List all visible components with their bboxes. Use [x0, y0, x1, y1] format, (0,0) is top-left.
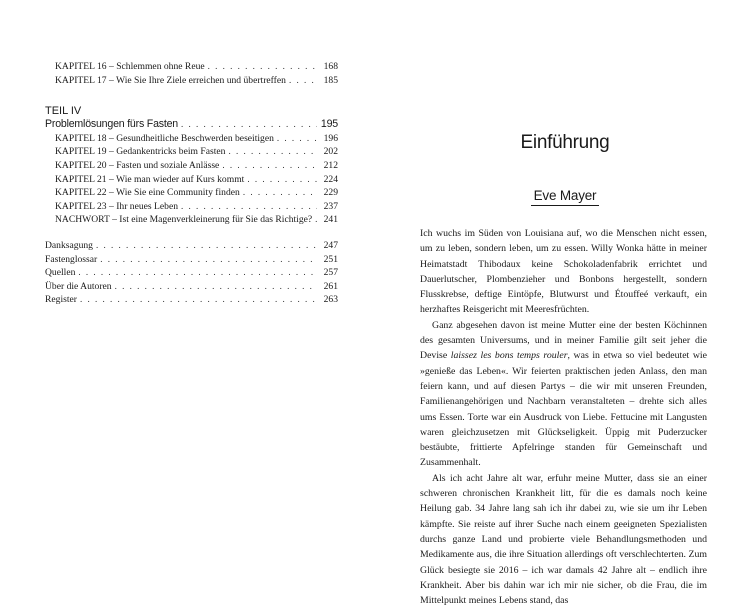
- toc-entry-label: Fastenglossar: [45, 253, 98, 265]
- toc-entry-page: 257: [323, 267, 338, 279]
- body-paragraph: [420, 226, 707, 318]
- paragraph-text: Als ich acht Jahre alt war, erfuhr meine Mutter, dass sie an einer schweren chronischen Krankheit litt, für die es damals noch keine Heilung gab. 34 Jahre lang sah ich ihr dabei zu, wie sie um ihr Leben kämpfte. Sie reiste auf ihrer Suche nach einem geeigneten Spezialisten durchs ganze Land und probierte viele Behandlungsmethoden und Medikamente aus, die ihre Situation allerdings oft verschlechterten. Zum Glück besiegte sie 2016 – ich war damals 42 Jahre alt – endlich ihre Krankheit. Aber bis dahin war ich mir nie sicher, ob die Frau, die im Mittelpunkt meines Lebens stand, das: [420, 472, 707, 607]
- toc-chapter-row[interactable]: [45, 74, 338, 88]
- toc-entry-page: 229: [323, 187, 338, 199]
- chapter-title: Einführung: [520, 132, 610, 153]
- body-paragraph: [420, 318, 707, 471]
- toc-chapter-row[interactable]: [45, 60, 338, 74]
- toc-entry-page: 241: [323, 214, 338, 226]
- toc-entry-label: NACHWORT – Ist eine Magenverkleinerung für Sie das Richtige?: [55, 214, 313, 226]
- toc-leader-dots: [228, 145, 317, 159]
- toc-entry-label: KAPITEL 17 – Wie Sie Ihre Ziele erreichen und übertreffen: [55, 74, 286, 86]
- toc-leader-dots: [222, 159, 317, 173]
- toc-chapter-row[interactable]: [45, 159, 338, 173]
- toc-chapter-row[interactable]: [45, 132, 338, 146]
- toc-leader-dots: [289, 74, 317, 88]
- toc-leader-dots: [100, 253, 317, 267]
- toc-entry-label: KAPITEL 23 – Ihr neues Leben: [55, 200, 178, 212]
- toc-leader-dots: [247, 173, 317, 187]
- toc-entry-label: Quellen: [45, 267, 76, 279]
- toc-leader-dots: [181, 200, 317, 214]
- author-heading: [420, 187, 710, 206]
- toc-chapter-row[interactable]: [45, 186, 338, 200]
- table-of-contents: [45, 60, 338, 307]
- toc-entry-page: 263: [323, 294, 338, 306]
- toc-chapter-row[interactable]: [45, 173, 338, 187]
- toc-entry-label: KAPITEL 21 – Wie man wieder auf Kurs kommt: [55, 173, 245, 185]
- toc-leader-dots: [315, 213, 317, 227]
- toc-entry-page: 168: [323, 61, 338, 72]
- toc-entry-page: 196: [323, 132, 338, 144]
- toc-leader-dots: [277, 132, 317, 146]
- toc-backmatter: [45, 239, 338, 307]
- toc-backmatter-row[interactable]: [45, 293, 338, 307]
- paragraph-text: Ich wuchs im Süden von Louisiana auf, wo die Menschen nicht essen, um zu leben, sondern leben, um zu essen. Willy Wonka hätte in meiner Heimatstadt Thibodaux keine Schokoladenfabrik errichtet und Dauerlutscher, Plombenzieher und Bonbons hergestellt, sondern Flusskrebse, deftige Eintöpfe, Blutwurst und Étouffeé verkauft, ein herzhaftes Reisgericht mit Meeresfrüchten.: [420, 228, 707, 316]
- toc-entry-label: Über die Autoren: [45, 280, 112, 292]
- toc-entry-label: Register: [45, 294, 77, 306]
- toc-backmatter-row[interactable]: [45, 239, 338, 253]
- toc-chapter-row[interactable]: [45, 145, 338, 159]
- toc-chapter-row[interactable]: [45, 200, 338, 214]
- toc-backmatter-row[interactable]: [45, 280, 338, 294]
- toc-leader-dots: [96, 239, 317, 253]
- toc-leader-dots: [115, 280, 317, 294]
- toc-leader-dots: [208, 60, 317, 74]
- author-name: Eve Mayer: [531, 188, 600, 206]
- body-paragraph: [420, 471, 707, 608]
- toc-entry-label: KAPITEL 22 – Wie Sie eine Community finden: [55, 187, 240, 199]
- toc-part-label: TEIL IV: [45, 105, 82, 118]
- toc-entry-label: KAPITEL 16 – Schlemmen ohne Reue: [55, 61, 205, 72]
- toc-entry-label: KAPITEL 20 – Fasten und soziale Anlässe: [55, 159, 220, 171]
- toc-entry-page: 247: [323, 239, 338, 251]
- toc-entry-page: 185: [323, 74, 338, 86]
- toc-entry-page: 212: [323, 159, 338, 171]
- paragraph-text: Ganz abgesehen davon ist meine Mutter eine der besten Köchinnen des gesamten Universums, und in meiner Familie gilt seit jeher die Devise: [420, 319, 707, 362]
- toc-entry-page: 251: [323, 253, 338, 265]
- toc-leader-dots: [80, 293, 317, 307]
- toc-part-page: 195: [320, 118, 338, 131]
- toc-backmatter-row[interactable]: [45, 266, 338, 280]
- toc-part-title: Problemlösungen fürs Fasten: [45, 118, 178, 131]
- toc-entry-label: KAPITEL 18 – Gesundheitliche Beschwerden beseitigen: [55, 132, 274, 144]
- toc-leader-dots: [181, 118, 317, 132]
- italic-phrase: laissez les bons temps rouler: [450, 350, 568, 362]
- toc-leader-dots: [78, 266, 317, 280]
- toc-backmatter-row[interactable]: [45, 253, 338, 267]
- toc-chapters-part: [45, 132, 338, 227]
- toc-chapter-row[interactable]: [45, 213, 338, 227]
- paragraph-text: , was in etwa so viel bedeutet wie »genieße das Leben«. Wir feierten praktischen jeden Anlass, den man feiern kann, und auf diesen Partys – die wir mit unseren Freunden, Familienangehörigen und Nachbarn veranstalteten – drehte sich alles ums Essen. Torte war ein Ausdruck von Liebe. Fettucine mit Langusten waren gleichzusetzen mit Glückseligkeit. Üppig mit Puderzucker bestäubte, frittierte Apfelringe standen für Gemeinschaft und Zusammenhalt.: [420, 350, 707, 469]
- toc-chapters-top: [45, 60, 338, 87]
- toc-entry-page: 237: [323, 200, 338, 212]
- toc-entry-label: KAPITEL 19 – Gedankentricks beim Fasten: [55, 146, 226, 158]
- toc-entry-page: 224: [323, 173, 338, 185]
- toc-entry-label: Danksagung: [45, 239, 93, 251]
- toc-entry-page: 202: [323, 146, 338, 158]
- toc-part-title-row[interactable]: [45, 118, 338, 132]
- toc-entry-page: 261: [323, 280, 338, 292]
- toc-leader-dots: [243, 186, 317, 200]
- chapter-body-text: [420, 226, 707, 608]
